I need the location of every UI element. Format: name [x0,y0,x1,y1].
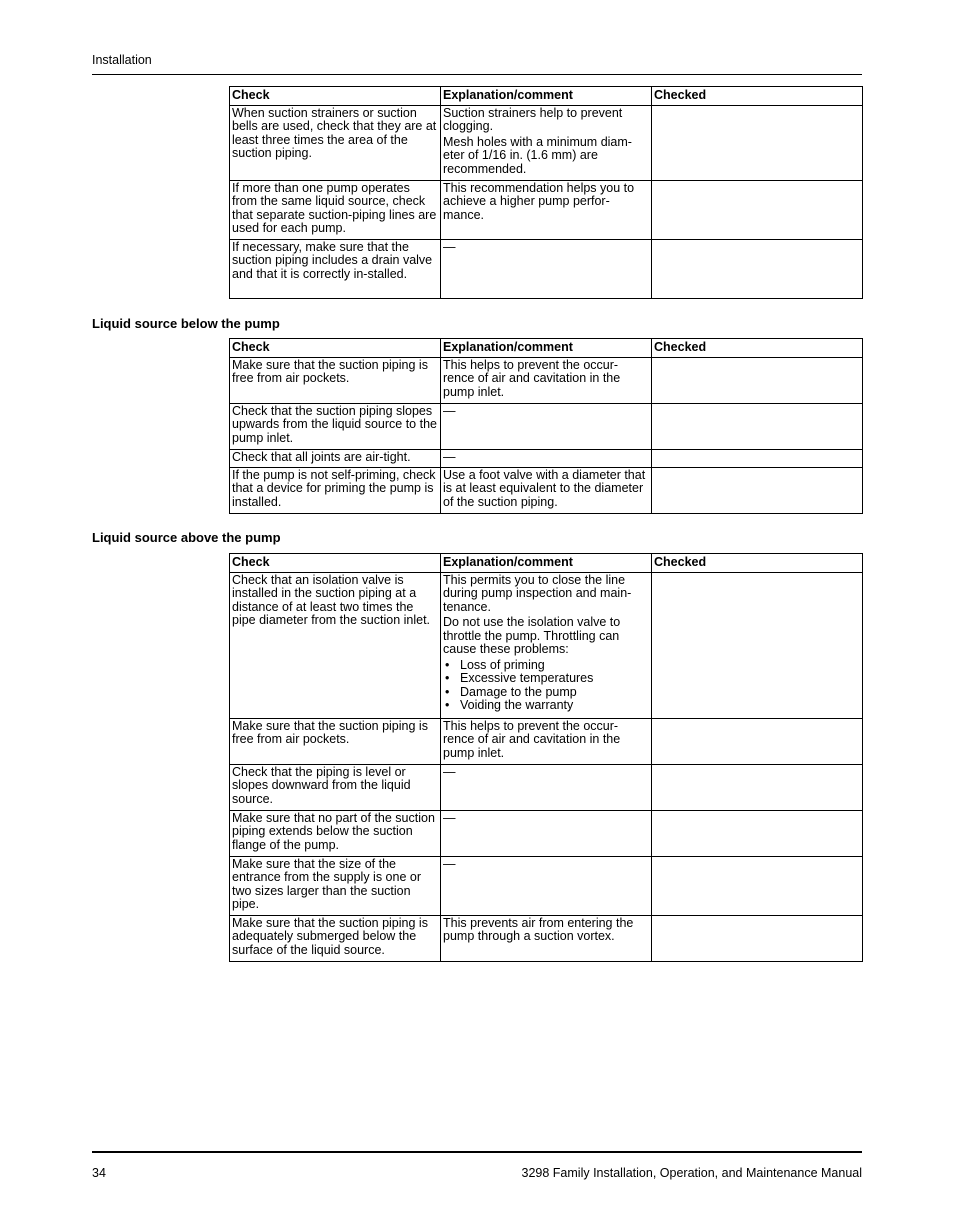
section-heading-below-pump: Liquid source below the pump [92,316,280,331]
table-row [230,239,863,298]
checked-cell[interactable] [652,915,863,961]
list-item: • Voiding the warranty [443,699,649,713]
column-header-check: Check [230,339,441,358]
table-header-row [230,554,863,573]
list-item: • Loss of priming [443,659,649,673]
checked-cell[interactable] [652,180,863,239]
check-cell: If necessary, make sure that the suction piping includes a drain valve and that it is correctly in-stalled. [230,239,441,298]
check-cell: When suction strainers or suction bells are used, check that they are at least three times the area of the suction piping. [230,105,441,180]
table-row [230,180,863,239]
check-cell: Check that all joints are air-tight. [230,449,441,467]
explanation-text: — [443,239,456,254]
column-header-checked: Checked [652,87,863,106]
checked-cell[interactable] [652,105,863,180]
table-row [230,403,863,449]
checked-cell[interactable] [652,357,863,403]
explanation-text: Use a foot valve with a diameter that is at least equivalent to the diameter of the suction piping. [443,467,646,509]
check-cell: If more than one pump operates from the same liquid source, check that separate suction-piping lines are used for each pump. [230,180,441,239]
checklist-table-source-above [229,553,863,962]
explanation-cell [441,718,652,764]
check-cell: Make sure that the suction piping is free from air pockets. [230,718,441,764]
table-row [230,105,863,180]
footer-rule [92,1151,862,1153]
explanation-cell [441,915,652,961]
list-item: • Excessive temperatures [443,672,649,686]
table-row [230,467,863,513]
explanation-cell [441,572,652,718]
header-rule [92,74,862,75]
check-cell: Make sure that the suction piping is adequately submerged below the surface of the liquid source. [230,915,441,961]
table-row [230,572,863,718]
problem-list [443,659,649,713]
checked-cell[interactable] [652,239,863,298]
checklist-table-suction-general [229,86,863,299]
checked-cell[interactable] [652,572,863,718]
manual-title: 3298 Family Installation, Operation, and Maintenance Manual [521,1166,862,1180]
explanation-text: This prevents air from entering the pump through a suction vortex. [443,915,634,943]
table-row [230,718,863,764]
explanation-cell [441,764,652,810]
checked-cell[interactable] [652,764,863,810]
table-row [230,449,863,467]
check-cell: Make sure that the size of the entrance from the supply is one or two sizes larger than the suction pipe. [230,856,441,915]
explanation-text: — [443,449,456,464]
table-row [230,915,863,961]
explanation-text: Mesh holes with a minimum diam-eter of 1/16 in. (1.6 mm) are recommended. [443,134,632,176]
explanation-text: This helps to prevent the occur-rence of air and cavitation in the pump inlet. [443,718,621,760]
checked-cell[interactable] [652,856,863,915]
explanation-text: — [443,403,456,418]
check-cell: Make sure that the suction piping is free from air pockets. [230,357,441,403]
checked-cell[interactable] [652,403,863,449]
table-header-row [230,339,863,358]
explanation-cell [441,856,652,915]
checked-cell[interactable] [652,467,863,513]
explanation-text: Suction strainers help to prevent clogging. [443,105,623,133]
checked-cell[interactable] [652,449,863,467]
checked-cell[interactable] [652,810,863,856]
explanation-cell [441,357,652,403]
column-header-explanation: Explanation/comment [441,87,652,106]
table-row [230,810,863,856]
explanation-cell [441,810,652,856]
column-header-checked: Checked [652,339,863,358]
column-header-check: Check [230,554,441,573]
column-header-check: Check [230,87,441,106]
page-number: 34 [92,1166,106,1180]
explanation-text: This permits you to close the line during pump inspection and main-tenance. [443,572,632,614]
checked-cell[interactable] [652,718,863,764]
explanation-text: — [443,810,456,825]
section-heading-above-pump: Liquid source above the pump [92,530,281,545]
table-row [230,764,863,810]
check-cell: Check that the piping is level or slopes downward from the liquid source. [230,764,441,810]
explanation-cell [441,467,652,513]
column-header-explanation: Explanation/comment [441,339,652,358]
table-header-row [230,87,863,106]
table-row [230,357,863,403]
explanation-cell [441,239,652,298]
explanation-text: — [443,856,456,871]
explanation-cell [441,105,652,180]
explanation-text: This recommendation helps you to achieve a higher pump perfor-mance. [443,180,635,222]
explanation-text: Do not use the isolation valve to throttle the pump. Throttling can cause these problems: [443,615,621,656]
check-cell: If the pump is not self-priming, check that a device for priming the pump is installed. [230,467,441,513]
table-row [230,856,863,915]
column-header-explanation: Explanation/comment [441,554,652,573]
explanation-text: — [443,764,456,779]
check-cell: Make sure that no part of the suction piping extends below the suction flange of the pump. [230,810,441,856]
column-header-checked: Checked [652,554,863,573]
explanation-cell [441,403,652,449]
list-item: • Damage to the pump [443,686,649,700]
explanation-text: This helps to prevent the occur-rence of air and cavitation in the pump inlet. [443,357,621,399]
running-header: Installation [92,53,152,67]
check-cell: Check that the suction piping slopes upwards from the liquid source to the pump inlet. [230,403,441,449]
checklist-table-source-below [229,338,863,514]
explanation-cell [441,180,652,239]
check-cell: Check that an isolation valve is installed in the suction piping at a distance of at least two times the pipe diameter from the suction inlet. [230,572,441,718]
explanation-cell [441,449,652,467]
